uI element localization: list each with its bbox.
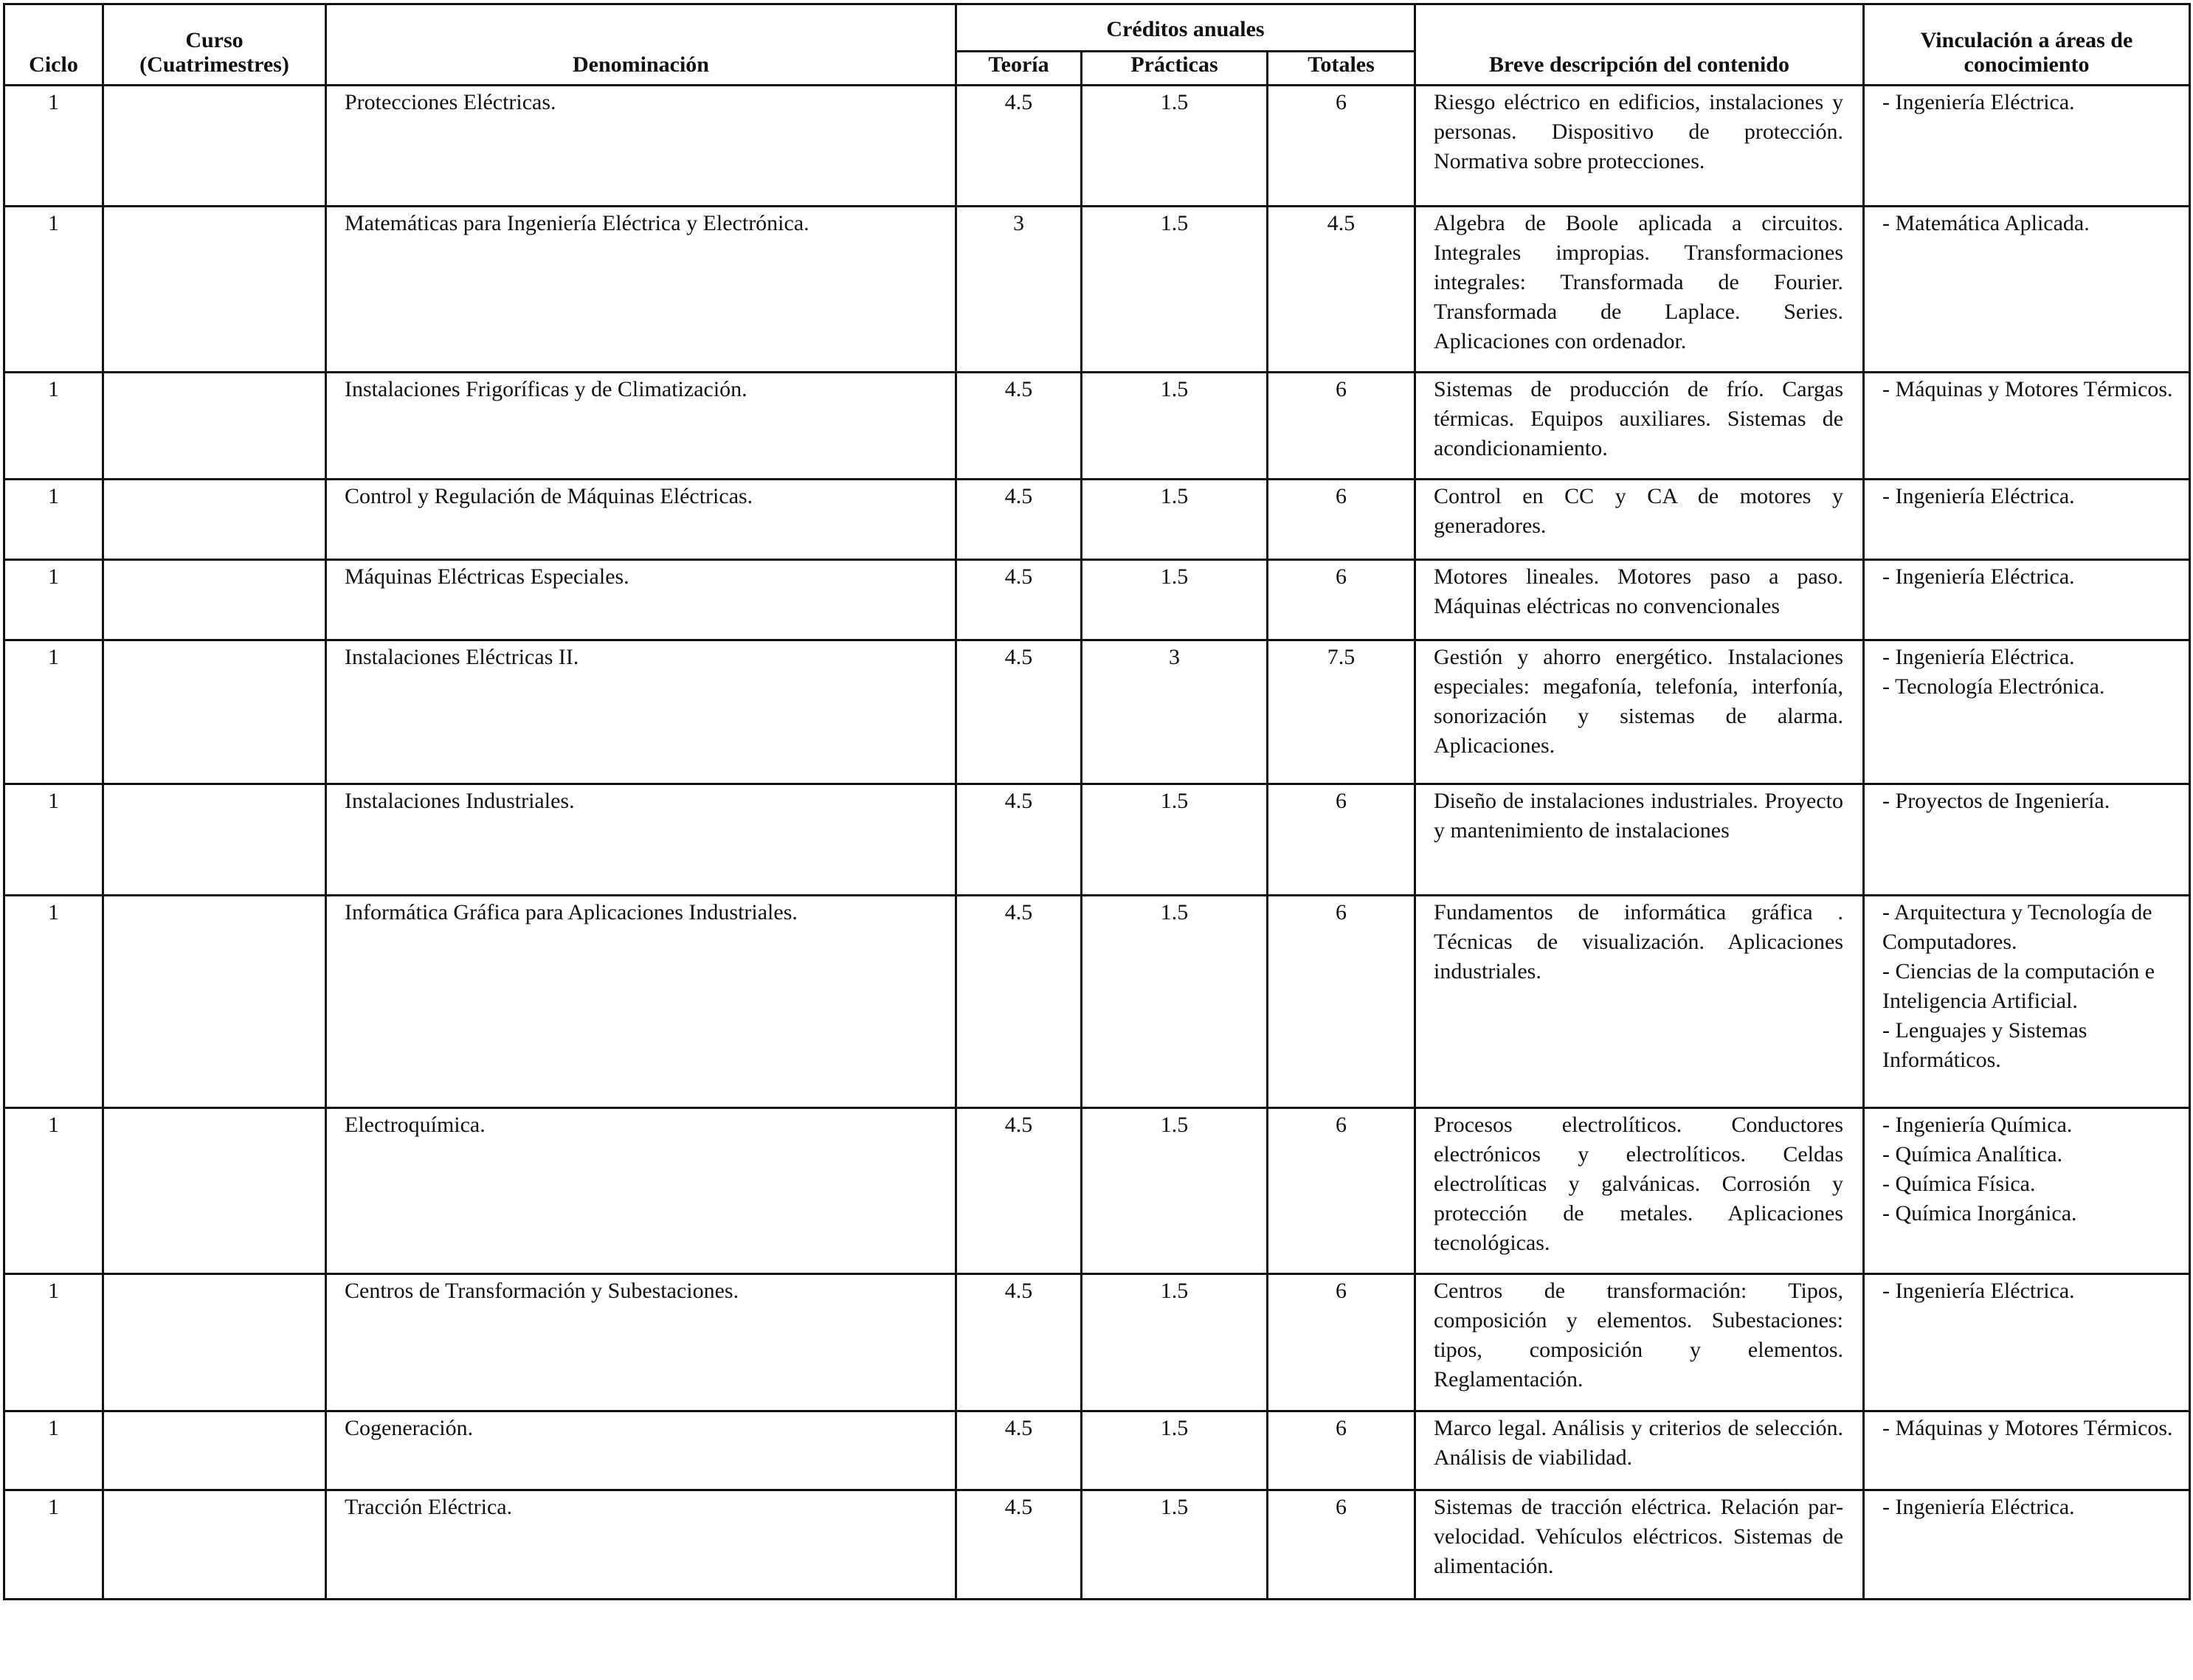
cell-totales: 6 [1268, 480, 1415, 560]
cell-practicas: 1.5 [1082, 1108, 1268, 1274]
cell-teoria: 4.5 [956, 1490, 1082, 1600]
area-item: - Ciencias de la computación e Inteligencia Artificial. [1882, 959, 2155, 1013]
cell-teoria: 4.5 [956, 1274, 1082, 1411]
cell-curso [103, 480, 326, 560]
area-item: - Máquinas y Motores Térmicos. [1882, 1416, 2173, 1440]
cell-totales: 6 [1268, 86, 1415, 207]
cell-denominacion: Instalaciones Frigoríficas y de Climatización. [326, 373, 956, 480]
cell-practicas: 1.5 [1082, 373, 1268, 480]
cell-ciclo: 1 [4, 207, 103, 373]
header-vinculacion: Vinculación a áreas de conocimiento [1864, 4, 2190, 86]
header-row-1 [4, 4, 2190, 52]
cell-areas [1864, 784, 2190, 896]
area-item: - Arquitectura y Tecnología de Computadores. [1882, 900, 2152, 954]
cell-ciclo: 1 [4, 480, 103, 560]
cell-descripcion: Gestión y ahorro energético. Instalaciones especiales: megafonía, telefonía, interfonía, sonorización y sistemas de alarma. Aplicaciones. [1415, 640, 1864, 784]
cell-ciclo: 1 [4, 1490, 103, 1600]
cell-totales: 6 [1268, 896, 1415, 1108]
cell-teoria: 4.5 [956, 1411, 1082, 1490]
table-row [4, 1490, 2190, 1600]
cell-denominacion: Matemáticas para Ingeniería Eléctrica y Electrónica. [326, 207, 956, 373]
cell-curso [103, 560, 326, 640]
table-row [4, 784, 2190, 896]
area-item: - Ingeniería Eléctrica. [1882, 1279, 2075, 1303]
cell-descripcion: Centros de transformación: Tipos, composición y elementos. Subestaciones: tipos, composición y elementos. Reglamentación. [1415, 1274, 1864, 1411]
cell-curso [103, 1108, 326, 1274]
header-teoria: Teoría [956, 52, 1082, 86]
table-row [4, 1411, 2190, 1490]
area-item: - Química Física. [1882, 1172, 2036, 1196]
table-row [4, 480, 2190, 560]
cell-totales: 6 [1268, 560, 1415, 640]
cell-practicas: 1.5 [1082, 86, 1268, 207]
cell-teoria: 4.5 [956, 86, 1082, 207]
cell-ciclo: 1 [4, 896, 103, 1108]
cell-totales: 6 [1268, 373, 1415, 480]
cell-ciclo: 1 [4, 86, 103, 207]
cell-denominacion: Instalaciones Eléctricas II. [326, 640, 956, 784]
cell-denominacion: Protecciones Eléctricas. [326, 86, 956, 207]
table-row [4, 207, 2190, 373]
cell-denominacion: Tracción Eléctrica. [326, 1490, 956, 1600]
cell-areas [1864, 480, 2190, 560]
cell-teoria: 3 [956, 207, 1082, 373]
cell-descripcion: Motores lineales. Motores paso a paso. Máquinas eléctricas no convencionales [1415, 560, 1864, 640]
header-practicas: Prácticas [1082, 52, 1268, 86]
cell-practicas: 1.5 [1082, 480, 1268, 560]
cell-descripcion: Riesgo eléctrico en edificios, instalaciones y personas. Dispositivo de protección. Normativa sobre protecciones. [1415, 86, 1864, 207]
cell-descripcion: Procesos electrolíticos. Conductores electrónicos y electrolíticos. Celdas electrolíticas y galvánicas. Corrosión y protección de metales. Aplicaciones tecnológicas. [1415, 1108, 1864, 1274]
area-item: - Ingeniería Eléctrica. [1882, 645, 2075, 669]
cell-curso [103, 207, 326, 373]
area-item: - Ingeniería Eléctrica. [1882, 90, 2075, 114]
table-row [4, 1274, 2190, 1411]
area-item: - Ingeniería Eléctrica. [1882, 484, 2075, 508]
cell-practicas: 1.5 [1082, 1490, 1268, 1600]
cell-teoria: 4.5 [956, 1108, 1082, 1274]
cell-ciclo: 1 [4, 1108, 103, 1274]
cell-ciclo: 1 [4, 1274, 103, 1411]
cell-denominacion: Cogeneración. [326, 1411, 956, 1490]
cell-teoria: 4.5 [956, 560, 1082, 640]
table-row [4, 86, 2190, 207]
area-item: - Química Inorgánica. [1882, 1201, 2077, 1226]
cell-curso [103, 86, 326, 207]
cell-descripcion: Algebra de Boole aplicada a circuitos. Integrales impropias. Transformaciones integrales: Transformada de Fourier. Transformada de Laplace. Series. Aplicaciones con ordenador. [1415, 207, 1864, 373]
cell-teoria: 4.5 [956, 480, 1082, 560]
cell-descripcion: Diseño de instalaciones industriales. Proyecto y mantenimiento de instalaciones [1415, 784, 1864, 896]
area-item: - Lenguajes y Sistemas Informáticos. [1882, 1018, 2087, 1072]
cell-totales: 7.5 [1268, 640, 1415, 784]
cell-denominacion: Control y Regulación de Máquinas Eléctricas. [326, 480, 956, 560]
cell-practicas: 1.5 [1082, 1274, 1268, 1411]
cell-ciclo: 1 [4, 373, 103, 480]
table-row [4, 640, 2190, 784]
cell-teoria: 4.5 [956, 640, 1082, 784]
cell-ciclo: 1 [4, 560, 103, 640]
header-curso [103, 4, 326, 86]
cell-denominacion: Centros de Transformación y Subestaciones. [326, 1274, 956, 1411]
header-denominacion: Denominación [326, 4, 956, 86]
cell-ciclo: 1 [4, 640, 103, 784]
cell-areas [1864, 560, 2190, 640]
cell-areas [1864, 640, 2190, 784]
cell-teoria: 4.5 [956, 373, 1082, 480]
subjects-table [3, 3, 2191, 1600]
cell-denominacion: Informática Gráfica para Aplicaciones Industriales. [326, 896, 956, 1108]
cell-curso [103, 373, 326, 480]
cell-areas [1864, 1490, 2190, 1600]
cell-practicas: 1.5 [1082, 1411, 1268, 1490]
cell-descripcion: Sistemas de tracción eléctrica. Relación par-velocidad. Vehículos eléctricos. Sistemas de alimentación. [1415, 1490, 1864, 1600]
cell-curso [103, 1411, 326, 1490]
area-item: - Proyectos de Ingeniería. [1882, 789, 2110, 813]
area-item: - Química Analítica. [1882, 1142, 2063, 1166]
header-creditos-anuales: Créditos anuales [956, 4, 1415, 52]
header-descripcion: Breve descripción del contenido [1415, 4, 1864, 86]
area-item: - Tecnología Electrónica. [1882, 674, 2105, 699]
table-row [4, 373, 2190, 480]
cell-denominacion: Instalaciones Industriales. [326, 784, 956, 896]
cell-curso [103, 1274, 326, 1411]
cell-curso [103, 784, 326, 896]
cell-denominacion: Máquinas Eléctricas Especiales. [326, 560, 956, 640]
cell-practicas: 1.5 [1082, 560, 1268, 640]
area-item: - Ingeniería Eléctrica. [1882, 1495, 2075, 1519]
cell-curso [103, 1490, 326, 1600]
cell-curso [103, 640, 326, 784]
cell-areas [1864, 1274, 2190, 1411]
cell-areas [1864, 207, 2190, 373]
cell-ciclo: 1 [4, 784, 103, 896]
cell-denominacion: Electroquímica. [326, 1108, 956, 1274]
cell-descripcion: Marco legal. Análisis y criterios de selección. Análisis de viabilidad. [1415, 1411, 1864, 1490]
cell-descripcion: Sistemas de producción de frío. Cargas térmicas. Equipos auxiliares. Sistemas de acondicionamiento. [1415, 373, 1864, 480]
cell-totales: 6 [1268, 784, 1415, 896]
cell-ciclo: 1 [4, 1411, 103, 1490]
cell-totales: 4.5 [1268, 207, 1415, 373]
header-curso-label: Curso [185, 28, 244, 52]
cell-curso [103, 896, 326, 1108]
header-curso-sub: (Cuatrimestres) [139, 52, 289, 77]
cell-areas [1864, 1108, 2190, 1274]
cell-totales: 6 [1268, 1108, 1415, 1274]
header-totales: Totales [1268, 52, 1415, 86]
cell-descripcion: Control en CC y CA de motores y generadores. [1415, 480, 1864, 560]
cell-totales: 6 [1268, 1274, 1415, 1411]
cell-teoria: 4.5 [956, 784, 1082, 896]
cell-totales: 6 [1268, 1490, 1415, 1600]
cell-practicas: 1.5 [1082, 896, 1268, 1108]
table-row [4, 1108, 2190, 1274]
table-row [4, 896, 2190, 1108]
cell-areas [1864, 86, 2190, 207]
area-item: - Máquinas y Motores Térmicos. [1882, 377, 2173, 401]
header-ciclo: Ciclo [4, 4, 103, 86]
cell-practicas: 3 [1082, 640, 1268, 784]
cell-practicas: 1.5 [1082, 784, 1268, 896]
cell-areas [1864, 896, 2190, 1108]
table-row [4, 560, 2190, 640]
area-item: - Ingeniería Eléctrica. [1882, 564, 2075, 589]
cell-areas [1864, 373, 2190, 480]
cell-practicas: 1.5 [1082, 207, 1268, 373]
cell-teoria: 4.5 [956, 896, 1082, 1108]
area-item: - Ingeniería Química. [1882, 1113, 2073, 1137]
cell-areas [1864, 1411, 2190, 1490]
cell-totales: 6 [1268, 1411, 1415, 1490]
area-item: - Matemática Aplicada. [1882, 211, 2090, 235]
cell-descripcion: Fundamentos de informática gráfica . Técnicas de visualización. Aplicaciones industriales. [1415, 896, 1864, 1108]
